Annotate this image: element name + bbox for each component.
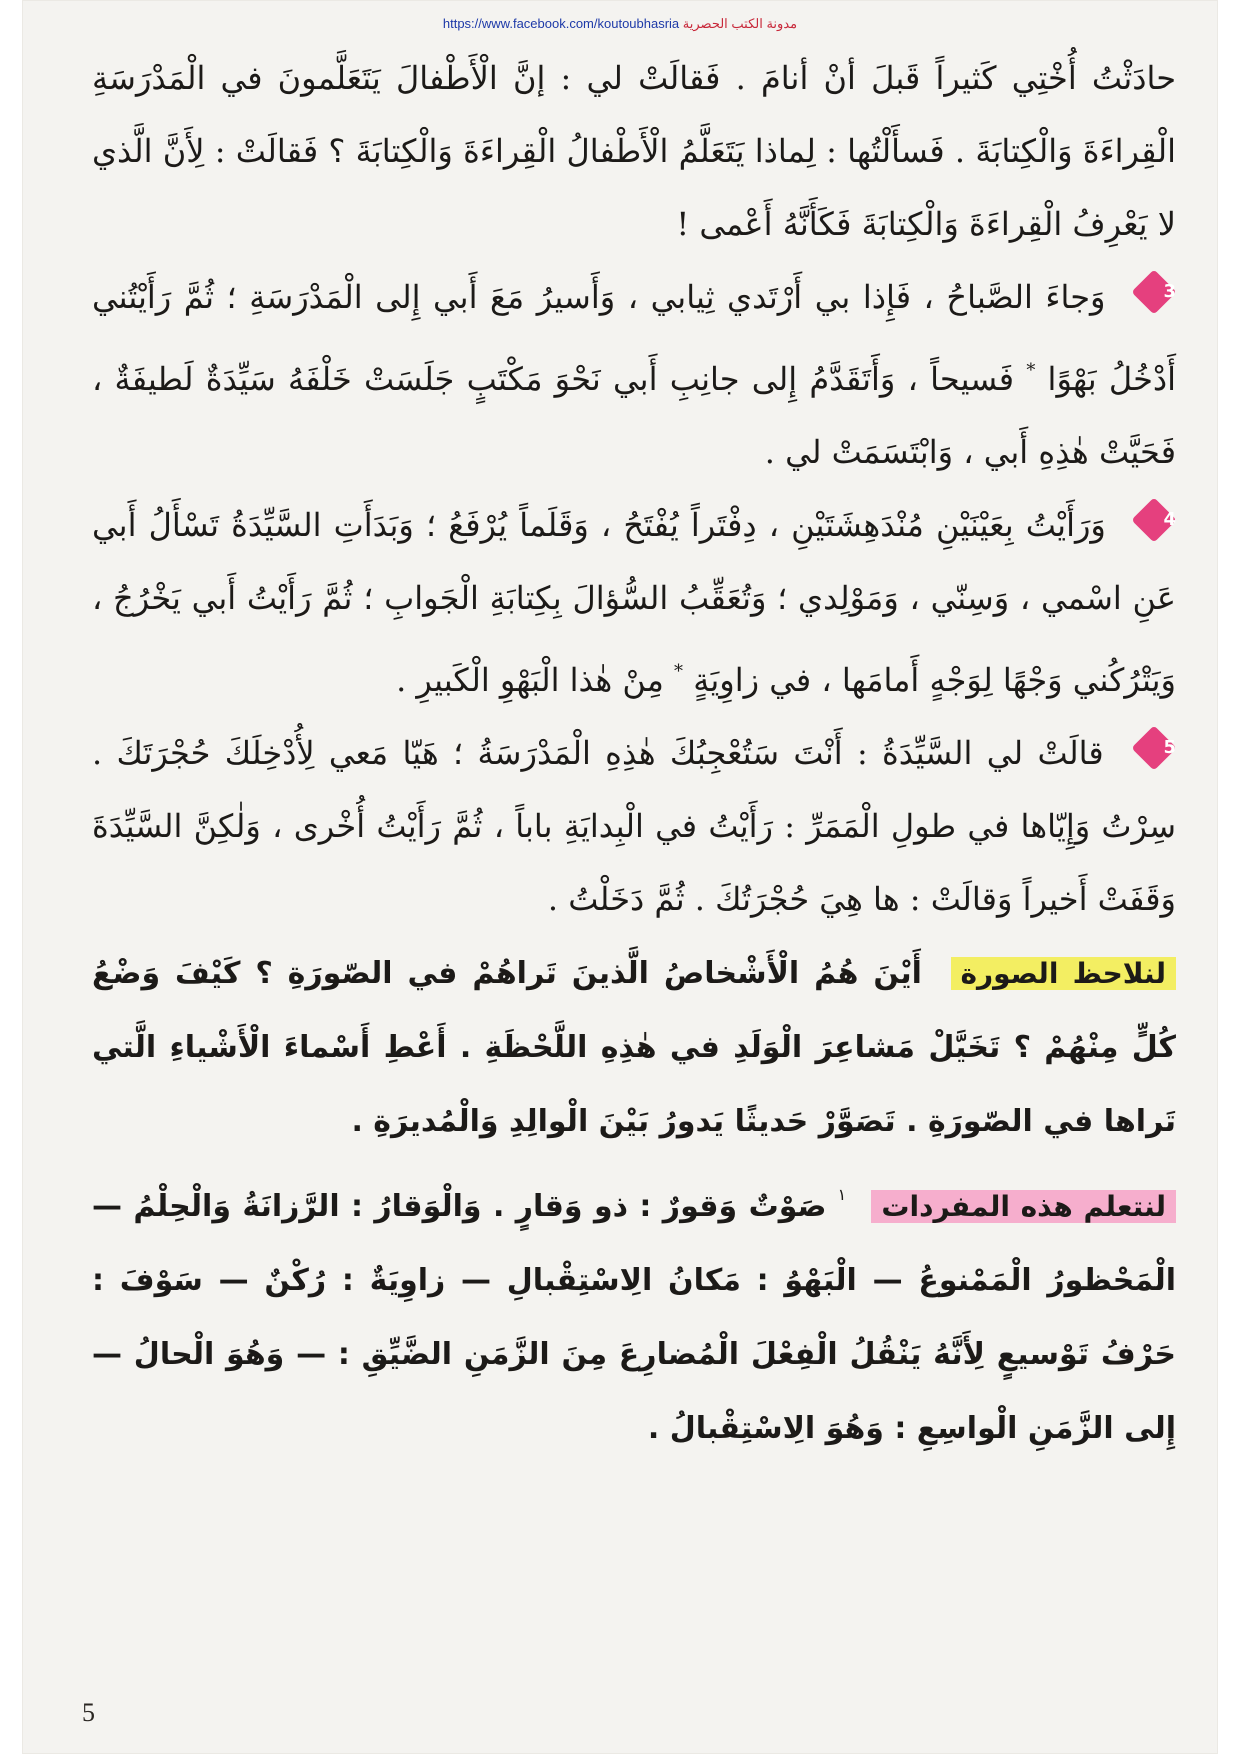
- paragraph-text-continued: فَسيحاً ، وَأَتَقَدَّمُ إِلى جانِبِ أَبي نَحْوَ مَكْتَبٍ جَلَسَتْ خَلْفَهُ سَيِّدَةٌ لَطيفَةٌ ، فَحَيَّتْ هٰذِهِ أَبي ، وَابْتَسَمَتْ لي .: [92, 360, 1176, 471]
- paragraph-text-continued: مِنْ هٰذا الْبَهْوِ الْكَبيرِ .: [396, 661, 664, 699]
- paragraph-number: 5: [1163, 737, 1177, 758]
- paragraph-text: وَرَأَيْتُ بِعَيْنَيْنِ مُنْدَهِشَتَيْنِ ، دِفْتَراً يُفْتَحُ ، وَقَلَماً يُرْفَعُ ؛ وَبَدَأَتِ السَّيِّدَةُ تَسْأَلُ أَبي عَنِ اسْمي ، وَسِنّي ، وَمَوْلِدي ؛ وَتُعَقِّبُ السُّؤالَ بِكِتابَةِ الْجَوابِ ؛ ثُمَّ رَأَيْتُ أَبي يَخْرُجُ ، وَيَتْرُكُني وَجْهًا لِوَجْهٍ أَمامَها ، في زاوِيَةٍ: [92, 506, 1176, 699]
- observe-picture-label: لنلاحظ الصورة: [951, 957, 1176, 990]
- observe-picture-questions: أَيْنَ هُمُ الْأَشْخاصُ الَّذينَ تَراهُمْ في الصّورَةِ ؟ كَيْفَ وَضْعُ كُلٍّ مِنْهُمْ ؟ تَخَيَّلْ مَشاعِرَ الْوَلَدِ في هٰذِهِ اللَّحْظَةِ . أَعْطِ أَسْماءَ الْأَشْياءِ الَّتي تَراها في الصّورَةِ . تَصَوَّرْ حَديثًا يَدورُ بَيْنَ الْوالِدِ وَالْمُديرَةِ .: [92, 956, 1176, 1139]
- facebook-url[interactable]: https://www.facebook.com/koutoubhasria: [442, 16, 680, 31]
- paragraph-number: 3: [1163, 281, 1177, 302]
- paragraph-3: [92, 261, 1176, 489]
- paragraph-text: قالَتْ لي السَّيِّدَةُ : أَنْتَ سَتُعْجِبُكَ هٰذِهِ الْمَدْرَسَةُ ؛ هَيّا مَعي لِأُدْخِلَكَ حُجْرَتَكَ . سِرْتُ وَإِيّاها في طولِ الْمَمَرِّ : رَأَيْتُ في الْبِدايَةِ باباً ، ثُمَّ رَأَيْتُ أُخْرى ، وَلٰكِنَّ السَّيِّدَةَ وَقَفَتْ أَخيراً وَقالَتْ : ها هِيَ حُجْرَتُكَ . ثُمَّ دَخَلْتُ .: [92, 734, 1176, 918]
- vocabulary-label: لنتعلم هذه المفردات: [871, 1190, 1176, 1223]
- vocabulary-definitions: صَوْتٌ وَقورٌ : ذو وَقارٍ . وَالْوَقارُ : الرَّزانَةُ وَالْحِلْمُ — الْمَحْظورُ الْمَمْنوعُ — الْبَهْوُ : مَكانُ الِاسْتِقْبالِ — زاوِيَةٌ : رُكْنٌ — سَوْفَ : حَرْفُ تَوْسيعٍ لِأَنَّهُ يَنْقُلُ الْفِعْلَ الْمُضارِعَ مِنَ الزَّمَنِ الضَّيِّقِ : — وَهُوَ الْحالُ — إِلى الزَّمَنِ الْواسِعِ : وَهُوَ الِاسْتِقْبالُ .: [92, 1189, 1176, 1446]
- footnote-star-icon: *: [674, 661, 684, 682]
- vocabulary-section: [92, 1158, 1176, 1465]
- paragraph-number-badge: [1132, 270, 1176, 314]
- paragraph-text: وَجاءَ الصَّباحُ ، فَإِذا بي أَرْتَدي ثِيابي ، وَأَسيرُ مَعَ أَبي إِلى الْمَدْرَسَةِ ؛ ثُمَّ رَأَيْتُني أَدْخُلُ بَهْوًا: [92, 278, 1177, 398]
- observe-picture-section: [92, 936, 1176, 1158]
- source-link-header[interactable]: [22, 16, 1218, 32]
- page-number: 5: [82, 1698, 95, 1727]
- paragraph-number: 4: [1163, 509, 1177, 530]
- intro-paragraph: حادَثْتُ أُخْتِي كَثيراً قَبلَ أنْ أنامَ . فَقالَتْ لي : إنَّ الْأَطْفالَ يَتَعَلَّمونَ في الْمَدْرَسَةِ الْقِراءَةَ وَالْكِتابَةَ . فَسأَلْتُها : لِماذا يَتَعَلَّمُ الْأَطْفالُ الْقِراءَةَ وَالْكِتابَةَ ؟ فَقالَتْ : لِأَنَّ الَّذي لا يَعْرِفُ الْقِراءَةَ وَالْكِتابَةَ فَكَأَنَّهُ أَعْمى !: [92, 59, 1176, 243]
- paragraph-4: [92, 489, 1176, 717]
- lesson-text: [92, 42, 1176, 1465]
- vocabulary-marker: ١: [837, 1185, 847, 1204]
- book-page: [22, 0, 1218, 1754]
- paragraph-5: [92, 717, 1176, 936]
- footnote-star-icon: *: [1026, 360, 1036, 381]
- paragraph-number-badge: [1132, 498, 1176, 542]
- paragraph-number-badge: [1132, 726, 1176, 770]
- blog-name: مدونة الكتب الحصرية: [682, 16, 798, 31]
